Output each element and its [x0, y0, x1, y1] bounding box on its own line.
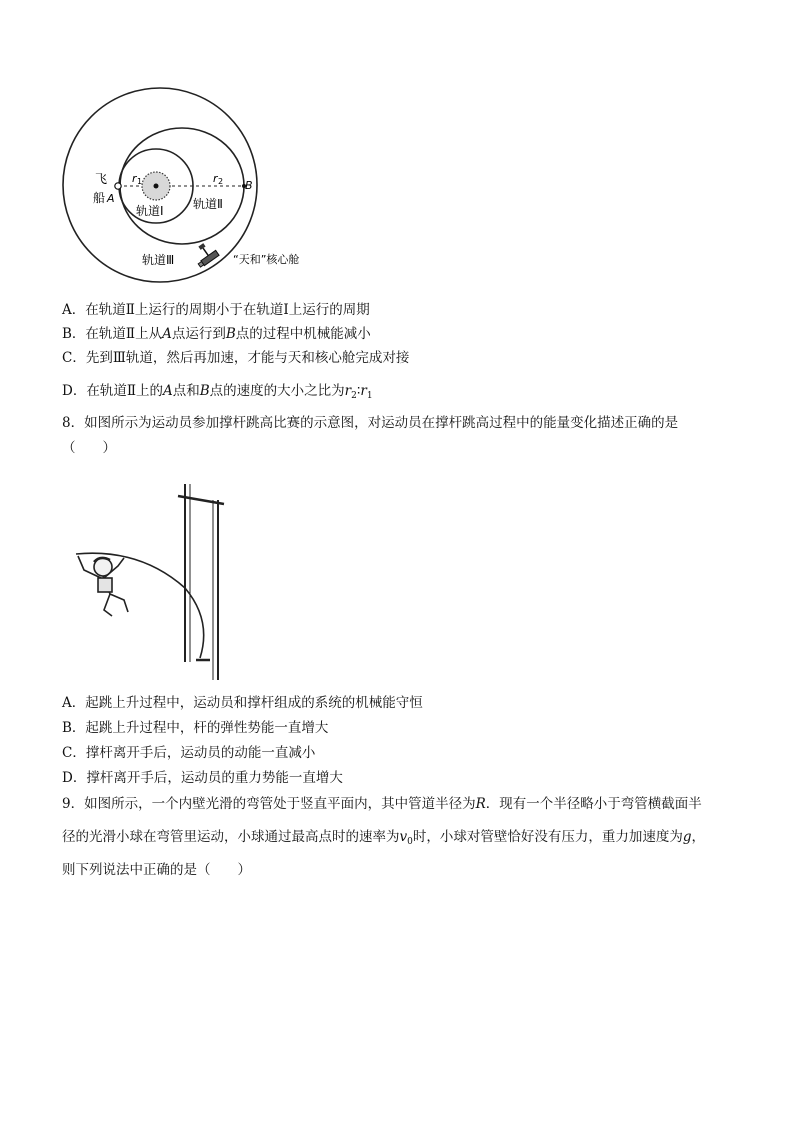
q8-stem: 8．如图所示为运动员参加撑杆跳高比赛的示意图，对运动员在撑杆跳高过程中的能量变化描述正确的是	[62, 415, 679, 431]
station-icon	[190, 240, 219, 268]
label-r1: r	[132, 172, 137, 185]
q8-option-b: B．起跳上升过程中，杆的弹性势能一直增大	[62, 720, 329, 736]
q8-paren: （ ）	[62, 440, 116, 456]
label-point-b: B	[245, 179, 253, 192]
orbit-figure	[0, 0, 794, 300]
q9-line-2: 径的光滑小球在弯管里运动，小球通过最高点时的速率为$v_0$时，小球对管壁恰好没有压力，重力加速度为g，	[62, 829, 706, 847]
label-r2: r	[213, 172, 218, 185]
q8-option-a: A．起跳上升过程中，运动员和撑杆组成的系统的机械能守恒	[62, 695, 423, 711]
label-station: “天和”核心舱	[233, 253, 300, 266]
label-orbit-3: 轨道Ⅲ	[142, 253, 175, 267]
label-r2-sub: 2	[218, 177, 224, 186]
point-a-marker	[115, 183, 121, 189]
label-ship-2: 船	[93, 191, 106, 205]
label-point-a: A	[107, 192, 115, 205]
label-ship-1: 飞	[95, 172, 108, 186]
label-orbit-2: 轨道Ⅱ	[193, 197, 223, 211]
q7-option-a: A．在轨道Ⅱ上运行的周期小于在轨道Ⅰ上运行的周期	[62, 302, 370, 318]
earth-center	[154, 184, 159, 189]
q9-line-1: 9．如图所示，一个内壁光滑的弯管处于竖直平面内，其中管道半径为R．现有一个半径略小于弯管横截面半	[62, 796, 702, 812]
q8-option-c: C．撑杆离开手后，运动员的动能一直减小	[62, 745, 316, 761]
label-orbit-1: 轨道Ⅰ	[136, 204, 164, 218]
q9-line-3: 则下列说法中正确的是（ ）	[62, 862, 251, 878]
athlete-icon	[78, 556, 128, 616]
q7-option-d: D．在轨道Ⅱ上的A点和B点的速度的大小之比为$r_2∶r_1$	[62, 383, 373, 401]
q8-option-d: D．撑杆离开手后，运动员的重力势能一直增大	[62, 770, 343, 786]
pole-vault-figure	[0, 470, 794, 700]
q7-option-c: C．先到Ⅲ轨道，然后再加速，才能与天和核心舱完成对接	[62, 350, 410, 366]
label-r1-sub: 1	[137, 177, 143, 186]
q7-option-b: B．在轨道Ⅱ上从A点运行到B点的过程中机械能减小	[62, 326, 371, 342]
